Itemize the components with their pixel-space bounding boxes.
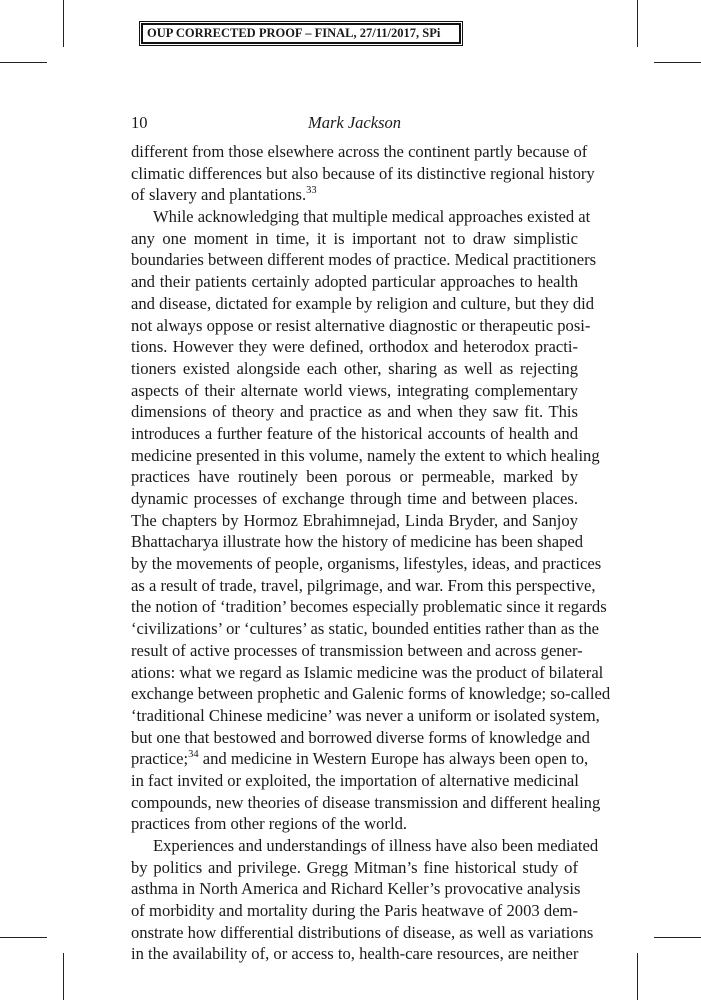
paragraph (131, 835, 599, 965)
paragraph (131, 141, 595, 206)
text-line: practices from other regions of the world. (131, 814, 408, 834)
text-line: climatic differences but also because of its distinctive regional history (131, 163, 595, 183)
crop-mark-bottom-left (63, 953, 64, 1000)
body-text (131, 141, 611, 965)
text-line: dimensions of theory and practice as and when they saw fit. This (131, 402, 578, 422)
text-line: compounds, new theories of disease transmission and different healing (131, 792, 601, 812)
text-line: the notion of ‘tradition’ becomes especially problematic since it regards (131, 597, 607, 617)
text-line: exchange between prophetic and Galenic forms of knowledge; so-called (131, 684, 611, 704)
proof-stamp: OUP CORRECTED PROOF – FINAL, 27/11/2017, SPi (141, 23, 461, 44)
text-line: in the availability of, or access to, health-care resources, are neither (131, 944, 579, 964)
text-line: dynamic processes of exchange through time and between places. (131, 489, 578, 508)
text-line: aspects of their alternate world views, integrating complementary (131, 380, 578, 400)
crop-mark-top-left (63, 0, 64, 47)
text-line: The chapters by Hormoz Ebrahimnejad, Linda Bryder, and Sanjoy (131, 510, 578, 530)
text-line: but one that bestowed and borrowed diverse forms of knowledge and (131, 727, 590, 747)
text-line: practices have routinely been porous or permeable, marked by (131, 467, 578, 487)
text-line: of morbidity and mortality during the Paris heatwave of 2003 dem- (131, 901, 578, 921)
text-line: practice;$^{34}$ and medicine in Western Europe has always been open to, (131, 749, 589, 769)
text-line: onstrate how differential distributions of disease, as well as variations (131, 922, 594, 942)
crop-mark-top-right-h (654, 62, 701, 63)
text-line: tioners existed alongside each other, sharing as well as rejecting (131, 358, 578, 378)
text-line: any one moment in time, it is important not to draw simplistic (131, 228, 578, 248)
crop-mark-bottom-left-h (0, 937, 47, 938)
text-line: by the movements of people, organisms, lifestyles, ideas, and practices (131, 554, 602, 574)
text-line: Experiences and understandings of illness have also been mediated (153, 836, 599, 855)
crop-mark-top-left-h (0, 62, 47, 63)
text-line: ations: what we regard as Islamic medicine was the product of bilateral (131, 662, 604, 682)
text-line: tions. However they were defined, orthodox and heterodox practi- (131, 337, 578, 357)
text-line: not always oppose or resist alternative diagnostic or therapeutic posi- (131, 315, 591, 335)
text-line: ‘civilizations’ or ‘cultures’ as static, bounded entities rather than as the (131, 619, 599, 639)
text-line: medicine presented in this volume, namely the extent to which healing (131, 445, 600, 465)
text-line: as a result of trade, travel, pilgrimage, and war. From this perspective, (131, 575, 596, 595)
running-head-author: Mark Jackson (307, 113, 401, 132)
paragraph (131, 206, 611, 835)
text-line: different from those elsewhere across the continent partly because of (131, 142, 588, 161)
footnote-ref: 34 (188, 749, 199, 761)
text-line: result of active processes of transmission between and across gener- (131, 640, 583, 660)
text-line: boundaries between different modes of practice. Medical practitioners (131, 250, 597, 270)
text-line: and disease, dictated for example by religion and culture, but they did (131, 293, 595, 313)
crop-mark-bottom-right (637, 953, 638, 1000)
text-line: asthma in North America and Richard Keller’s provocative analysis (131, 879, 581, 899)
text-line: and their patients certainly adopted particular approaches to health (131, 272, 578, 292)
text-line: in fact invited or exploited, the importation of alternative medicinal (131, 770, 579, 790)
text-line: by politics and privilege. Gregg Mitman’s fine historical study of (131, 857, 578, 877)
text-line: ‘traditional Chinese medicine’ was never a uniform or isolated system, (131, 705, 600, 725)
footnote-ref: 33 (306, 185, 317, 197)
text-line: Bhattacharya illustrate how the history of medicine has been shaped (131, 532, 584, 552)
page-number: 10 (131, 113, 148, 132)
text-line: introduces a further feature of the historical accounts of health and (131, 423, 578, 443)
running-head (131, 113, 578, 137)
crop-mark-top-right (637, 0, 638, 47)
text-line: of slavery and plantations.$^{33}$ (131, 185, 317, 205)
crop-mark-bottom-right-h (654, 937, 701, 938)
text-line: While acknowledging that multiple medical approaches existed at (153, 207, 591, 227)
